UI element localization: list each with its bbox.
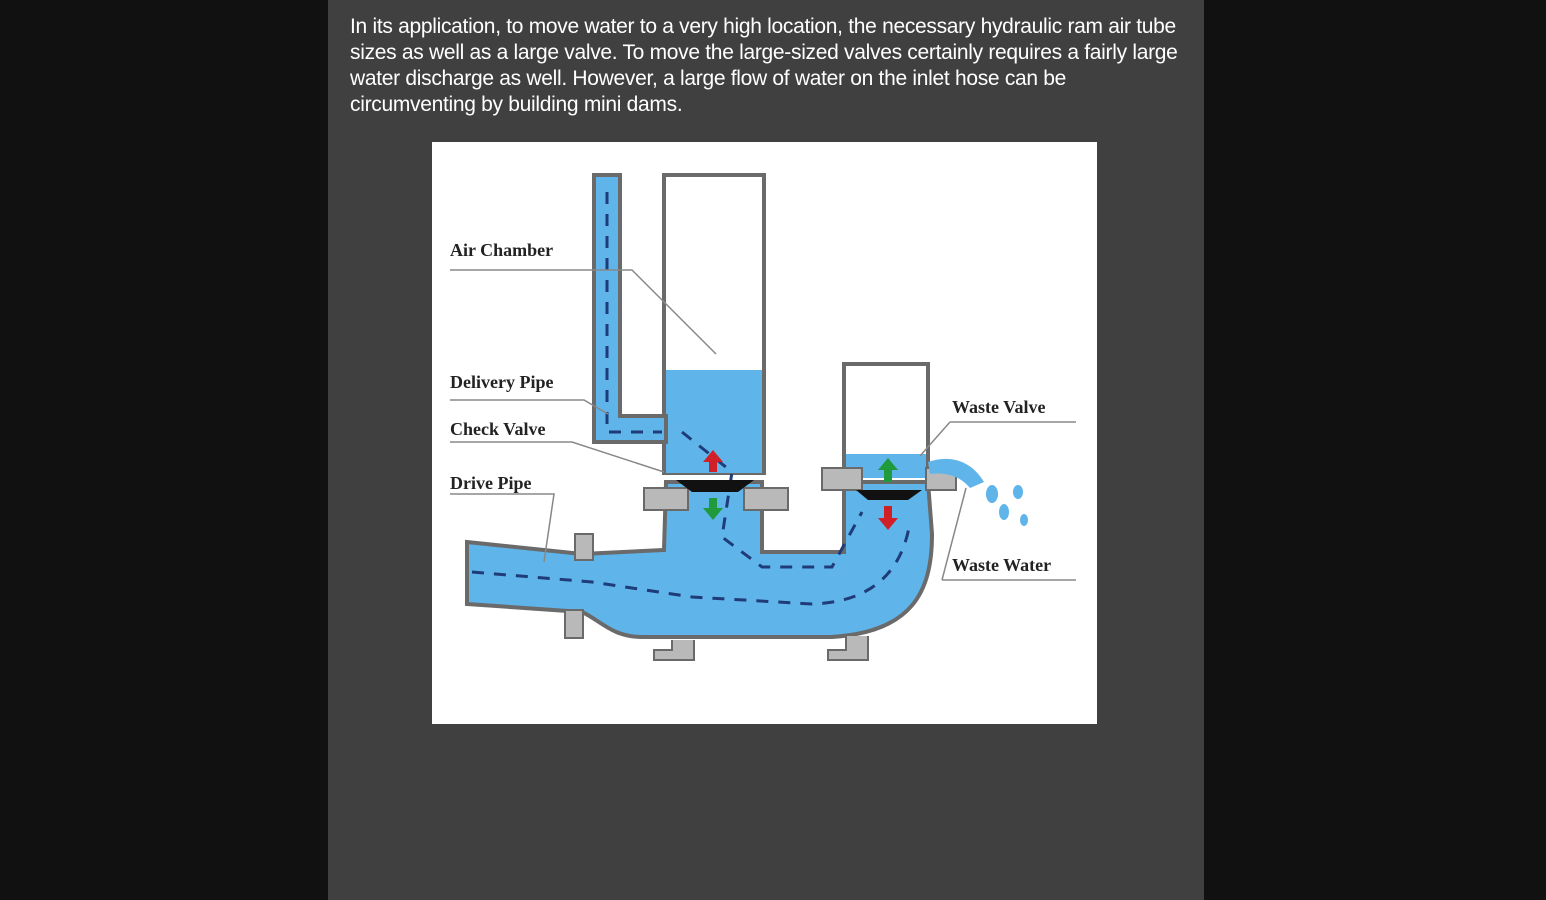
diagram-svg [432,142,1097,724]
intro-paragraph: In its application, to move water to a very high location, the necessary hydraulic ram air tube sizes as well as a large valve. To move the large-sized valves certainly requires a fairly large water discharge as well. However, a large flow of water on the inlet hose can be circumventing by building mini dams. [350,15,1178,116]
label-air-chamber: Air Chamber [450,240,554,260]
label-drive-pipe: Drive Pipe [450,473,532,493]
label-waste-water: Waste Water [952,555,1052,575]
hydraulic-ram-diagram [432,142,1097,724]
label-waste-valve: Waste Valve [952,397,1046,417]
drive-pipe-body [467,482,932,637]
drive-pipe-flange-top [575,534,593,560]
article-page [328,0,1204,900]
check-valve-flange-right [744,488,788,510]
label-delivery-pipe: Delivery Pipe [450,372,554,392]
foot-right [828,636,868,660]
foot-left [654,640,694,660]
check-valve-flange-left [644,488,688,510]
delivery-pipe [594,175,666,442]
drive-pipe-flange-bottom [565,610,583,638]
waste-valve-flange-left [822,468,862,490]
waste-water-splash [928,459,1028,526]
label-check-valve: Check Valve [450,419,546,439]
